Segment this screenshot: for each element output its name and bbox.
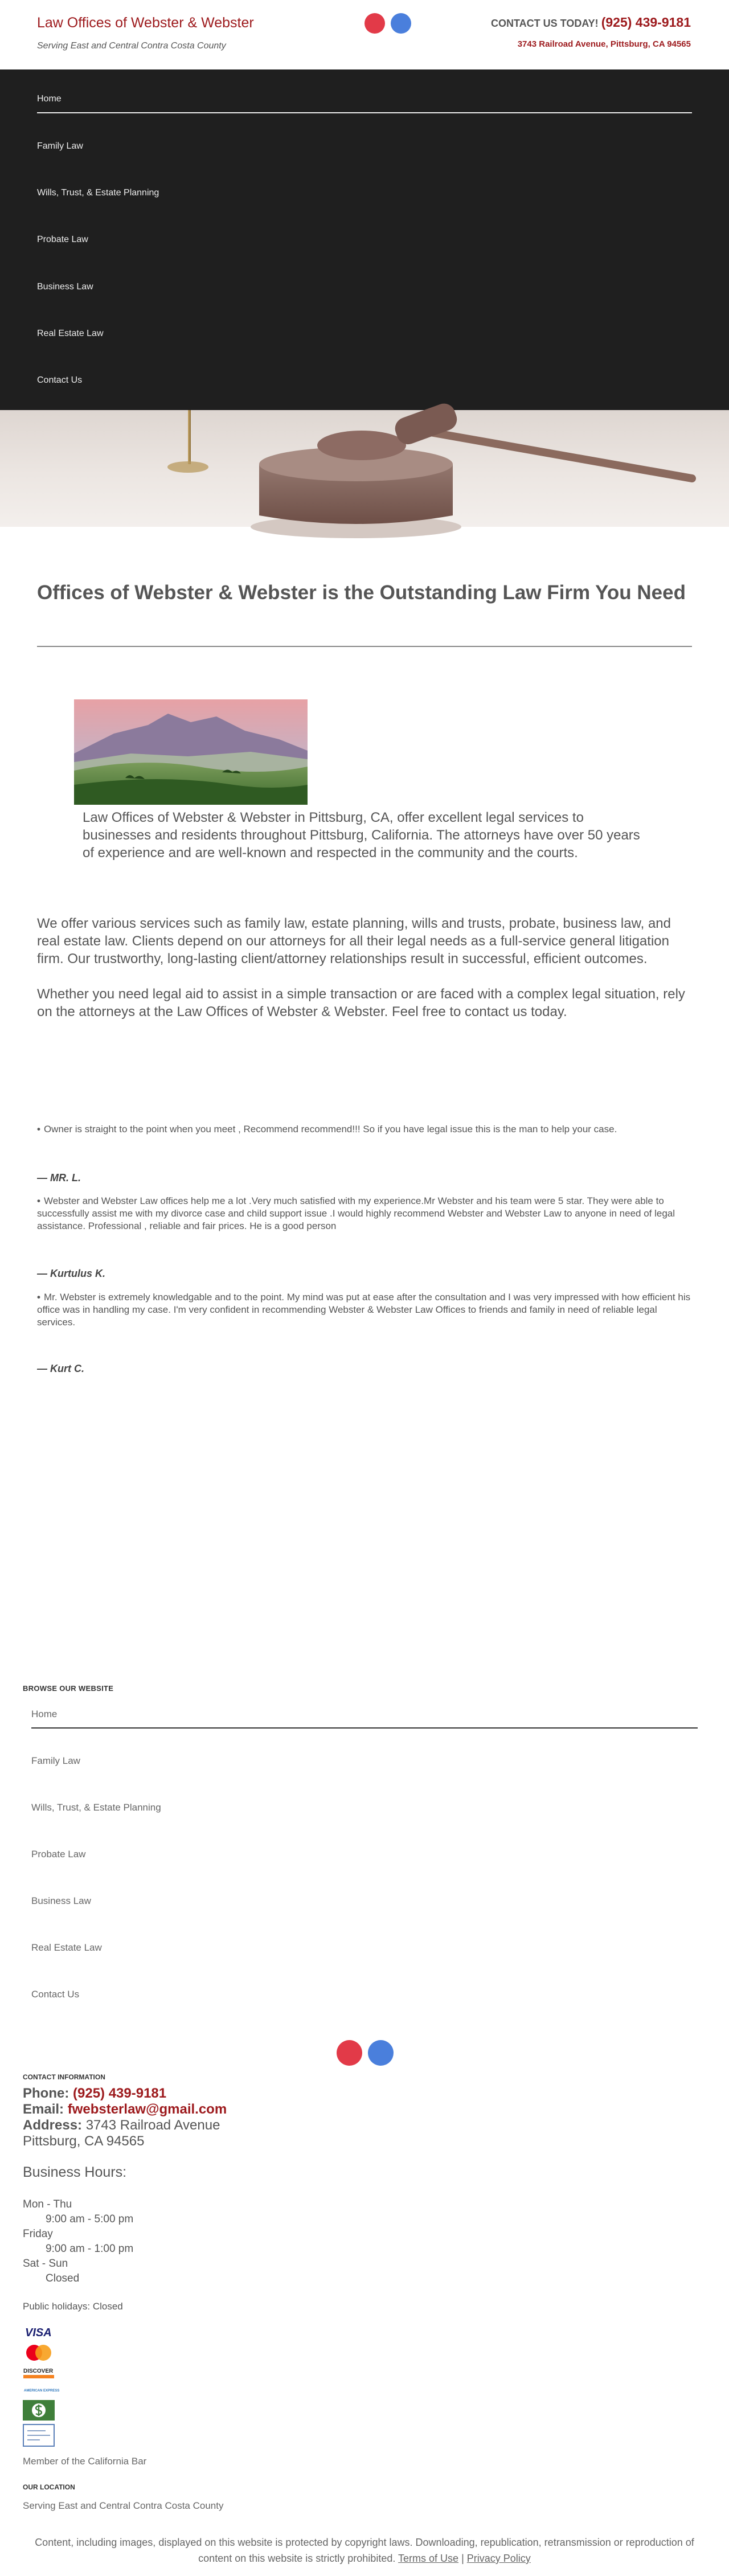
testimonial-author: — Kurt C. bbox=[37, 1363, 84, 1374]
testimonial-bullet: • bbox=[37, 1292, 40, 1303]
header-social-links bbox=[364, 13, 411, 34]
testimonial bbox=[37, 1195, 692, 1232]
hours-time: 9:00 am - 1:00 pm bbox=[46, 2243, 134, 2255]
address-line-1: 3743 Railroad Avenue bbox=[85, 2118, 220, 2133]
header-address[interactable]: 3743 Railroad Avenue, Pittsburg, CA 94565 bbox=[517, 39, 691, 49]
testimonial-text: Mr. Webster is extremely knowledgable and to the point. My mind was put at ease after the consultation and I was very impressed with how efficient his office was in handling my case. I'm very confident in recommending Webster & Webster Law Offices to friends and family in need of reliable legal services. bbox=[37, 1292, 691, 1328]
nav-item-home[interactable]: Home bbox=[37, 85, 692, 113]
footer-nav-contact-us[interactable]: Contact Us bbox=[31, 1989, 80, 2000]
google-icon[interactable] bbox=[368, 2040, 394, 2066]
visa-icon bbox=[23, 2324, 55, 2342]
american-express-icon bbox=[23, 2383, 60, 2399]
footer-nav-real-estate-law[interactable]: Real Estate Law bbox=[31, 1942, 102, 1953]
services-section bbox=[37, 915, 692, 1021]
testimonial-author: — MR. L. bbox=[37, 1172, 81, 1183]
testimonial bbox=[37, 1123, 692, 1136]
yelp-icon[interactable] bbox=[337, 2040, 362, 2066]
contact-information-title: CONTACT INFORMATION bbox=[23, 2073, 105, 2081]
nav-item-family-law[interactable]: Family Law bbox=[37, 141, 83, 151]
address-line-2: Pittsburg, CA 94565 bbox=[23, 2133, 145, 2149]
header-phone-link[interactable]: (925) 439-9181 bbox=[601, 15, 691, 30]
testimonial-author: — Kurtulus K. bbox=[37, 1268, 105, 1279]
footer-address bbox=[23, 2118, 220, 2133]
contact-paragraph: Whether you need legal aid to assist in a simple transaction or are faced with a complex legal situation, rely on the attorneys at the Law Offices of Webster & Webster. Feel free to contact us today. bbox=[37, 986, 685, 1019]
testimonial-text: Webster and Webster Law offices help me a lot .Very much satisfied with my experience.Mr Webster and his team were 5 star. They were able to successfully assist me with my divorce case and child support issue .I would highly recommend Webster and Webster Law to anyone in need of legal assistance. Professional , reliable and fair prices. He is a good person bbox=[37, 1195, 675, 1231]
landscape-image bbox=[74, 699, 308, 805]
nav-item-wills-trust-estate[interactable]: Wills, Trust, & Estate Planning bbox=[37, 188, 159, 198]
testimonial-text: Owner is straight to the point when you meet , Recommend recommend!!! So if you have legal issue this is the man to help your case. bbox=[43, 1124, 617, 1135]
contact-today bbox=[491, 15, 691, 30]
firm-name-logo[interactable]: Law Offices of Webster & Webster bbox=[37, 15, 254, 31]
site-header bbox=[0, 0, 729, 69]
contact-label: CONTACT US TODAY! bbox=[491, 18, 599, 29]
page-title: Offices of Webster & Webster is the Outstanding Law Firm You Need bbox=[37, 581, 686, 604]
nav-item-probate-law[interactable]: Probate Law bbox=[37, 235, 88, 244]
hours-day: Friday bbox=[23, 2228, 53, 2240]
tagline: Serving East and Central Contra Costa County bbox=[37, 41, 226, 51]
testimonial bbox=[37, 1291, 692, 1329]
mountain-landscape bbox=[74, 699, 308, 805]
footer-nav-business-law[interactable]: Business Law bbox=[31, 1895, 91, 1906]
heading-divider bbox=[37, 646, 692, 647]
footer-nav-wills-trust-estate[interactable]: Wills, Trust, & Estate Planning bbox=[31, 1802, 161, 1813]
services-paragraph: We offer various services such as family law, estate planning, wills and trusts, probate, business law, and real estate law. Clients depend on our attorneys for all their legal needs as a full-service general litigation firm. Our trustworthy, long-lasting client/attorney relationships result in successful, efficient outcomes. bbox=[37, 916, 671, 966]
copyright-notice bbox=[23, 2534, 706, 2566]
footer-nav-family-law[interactable]: Family Law bbox=[31, 1755, 80, 1766]
hero-gavel-image bbox=[0, 410, 729, 527]
hours-time: Closed bbox=[46, 2272, 80, 2284]
mastercard-icon bbox=[23, 2343, 55, 2365]
hours-time: 9:00 am - 5:00 pm bbox=[46, 2213, 134, 2225]
discover-label: DISCOVER bbox=[23, 2368, 54, 2374]
footer-social-links bbox=[337, 2040, 394, 2066]
copyright-text: Content, including images, displayed on this website is protected by copyright laws. Downloading, republication, retransmission or reproduction of content on this website is strictly prohibited. bbox=[35, 2537, 694, 2564]
hours-day: Sat - Sun bbox=[23, 2258, 68, 2270]
nav-item-real-estate-law[interactable]: Real Estate Law bbox=[37, 329, 104, 338]
testimonial-bullet: • bbox=[37, 1195, 40, 1206]
footer-link-separator: | bbox=[461, 2553, 464, 2564]
footer-nav-probate-law[interactable]: Probate Law bbox=[31, 1849, 86, 1860]
business-hours-title: Business Hours: bbox=[23, 2164, 127, 2180]
footer-phone bbox=[23, 2086, 166, 2102]
discover-icon bbox=[23, 2366, 55, 2382]
nav-item-contact-us[interactable]: Contact Us bbox=[37, 375, 83, 385]
yelp-icon[interactable] bbox=[364, 13, 385, 34]
gavel-illustration bbox=[0, 410, 729, 527]
bar-membership: Member of the California Bar bbox=[23, 2456, 147, 2467]
testimonial-bullet: • bbox=[37, 1124, 40, 1135]
nav-item-business-law[interactable]: Business Law bbox=[37, 282, 93, 292]
amex-label: AMERICAN EXPRESS bbox=[24, 2389, 60, 2393]
main-nav bbox=[0, 69, 729, 410]
public-holidays: Public holidays: Closed bbox=[23, 2301, 123, 2312]
google-icon[interactable] bbox=[391, 13, 411, 34]
visa-label: VISA bbox=[25, 2327, 52, 2339]
phone-label: Phone: bbox=[23, 2086, 69, 2101]
address-label: Address: bbox=[23, 2118, 83, 2133]
our-location-title: OUR LOCATION bbox=[23, 2483, 75, 2491]
footer-phone-link[interactable]: (925) 439-9181 bbox=[73, 2086, 167, 2101]
footer-email-link[interactable]: fwebsterlaw@gmail.com bbox=[67, 2102, 227, 2117]
cash-icon bbox=[23, 2400, 55, 2423]
location-text: Serving East and Central Contra Costa County bbox=[23, 2500, 224, 2511]
hours-day: Mon - Thu bbox=[23, 2198, 72, 2210]
email-label: Email: bbox=[23, 2102, 64, 2117]
privacy-policy-link[interactable]: Privacy Policy bbox=[466, 2553, 531, 2564]
footer-nav-home[interactable]: Home bbox=[31, 1700, 698, 1729]
footer-email bbox=[23, 2102, 227, 2118]
browse-website-title: BROWSE OUR WEBSITE bbox=[23, 1684, 114, 1693]
terms-of-use-link[interactable]: Terms of Use bbox=[398, 2553, 459, 2564]
check-icon bbox=[23, 2424, 55, 2450]
intro-paragraph: Law Offices of Webster & Webster in Pittsburg, CA, offer excellent legal services to businesses and residents throughout Pittsburg, California. The attorneys have over 50 years of experience and are well-known and respected in the community and the courts. bbox=[83, 810, 640, 861]
